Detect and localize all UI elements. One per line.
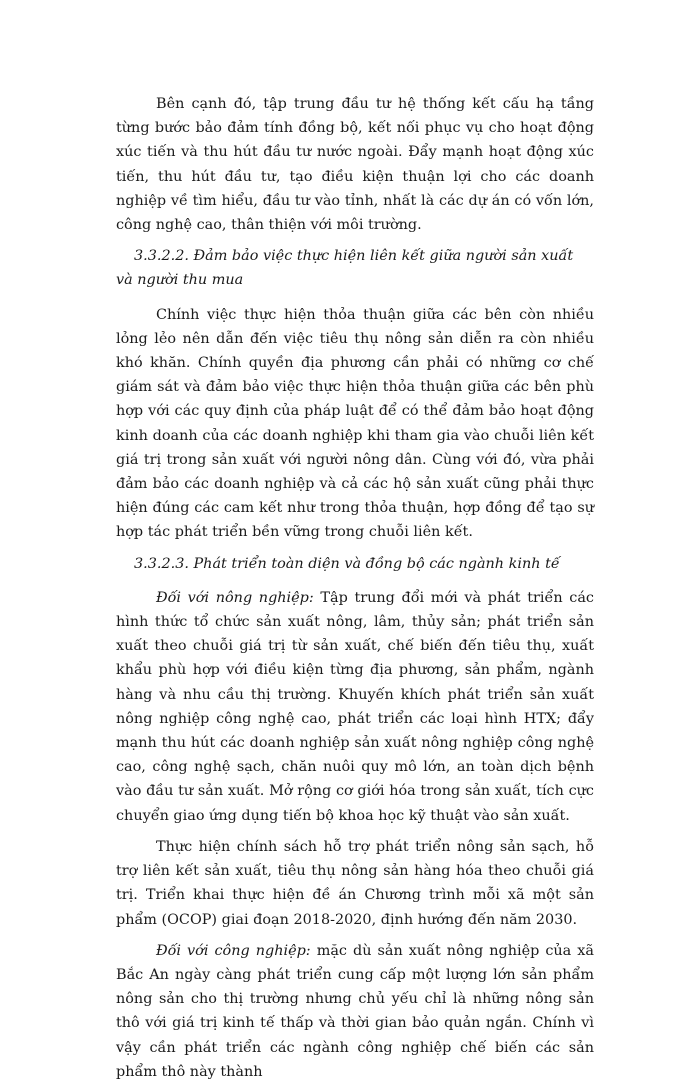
industry-text: mặc dù sản xuất nông nghiệp của xã Bắc An ngày càng phát triển cung cấp một lượng lớn sản phẩm nông sản cho thị trường nhưng chủ yếu chỉ là những nông sản thô với giá trị kinh tế thấp và thời gian bảo quản ngắn. Chính vì vậy cần phát triển các ngành công nghiệp chế biến các sản phẩm thô này thành — [116, 942, 594, 1080]
paragraph-industry — [116, 939, 594, 1084]
agriculture-lead: Đối với nông nghiệp: — [156, 589, 314, 606]
paragraph-linkage: Chính việc thực hiện thỏa thuận giữa các bên còn nhiều lỏng lẻo nên dẫn đến việc tiêu thụ nông sản diễn ra còn nhiều khó khăn. Chính quyền địa phương cần phải có những cơ chế giám sát và đảm bảo việc thực hiện thỏa thuận giữa các bên phù hợp với các quy định của pháp luật để có thể đảm bảo hoạt động kinh doanh của các doanh nghiệp khi tham gia vào chuỗi liên kết giá trị trong sản xuất với người nông dân. Cùng với đó, vừa phải đảm bảo các doanh nghiệp và cả các hộ sản xuất cũng phải thực hiện đúng các cam kết như trong thỏa thuận, hợp đồng để tạo sự hợp tác phát triển bền vững trong chuỗi liên kết. — [116, 306, 594, 541]
industry-lead: Đối với công nghiệp: — [156, 942, 311, 959]
document-page — [116, 92, 594, 1091]
section-heading-3-3-2-2: 3.3.2.2. Đảm bảo việc thực hiện liên kết giữa người sản xuất và người thu mua — [116, 248, 574, 289]
agriculture-text: Tập trung đổi mới và phát triển các hình thức tổ chức sản xuất nông, lâm, thủy sản; phát triển sản xuất theo chuỗi giá trị từ sản xuất, chế biến đến tiêu thụ, xuất khẩu phù hợp với điều kiện từng địa phương, sản phẩm, ngành hàng và nhu cầu thị trường. Khuyến khích phát triển sản xuất nông nghiệp công nghệ cao, phát triển các loại hình HTX; đẩy mạnh thu hút các doanh nghiệp sản xuất nông nghiệp công nghệ cao, công nghệ sạch, chăn nuôi quy mô lớn, an toàn dịch bệnh vào đầu tư sản xuất. Mở rộng cơ giới hóa trong sản xuất, tích cực chuyển giao ứng dụng tiến bộ khoa học kỹ thuật vào sản xuất. — [116, 589, 594, 824]
paragraph-ocop: Thực hiện chính sách hỗ trợ phát triển nông sản sạch, hỗ trợ liên kết sản xuất, tiêu thụ nông sản hàng hóa theo chuỗi giá trị. Triển khai thực hiện đề án Chương trình mỗi xã một sản phẩm (OCOP) giai đoạn 2018-2020, định hướng đến năm 2030. — [116, 838, 594, 928]
paragraph-agriculture — [116, 586, 594, 828]
section-heading-3-3-2-3: 3.3.2.3. Phát triển toàn diện và đồng bộ các ngành kinh tế — [134, 555, 560, 572]
paragraph-infrastructure: Bên cạnh đó, tập trung đầu tư hệ thống kết cấu hạ tầng từng bước bảo đảm tính đồng bộ, kết nối phục vụ cho hoạt động xúc tiến và thu hút đầu tư nước ngoài. Đẩy mạnh hoạt động xúc tiến, thu hút đầu tư, tạo điều kiện thuận lợi cho các doanh nghiệp về tìm hiểu, đầu tư vào tỉnh, nhất là các dự án có vốn lớn, công nghệ cao, thân thiện với môi trường. — [116, 96, 594, 234]
